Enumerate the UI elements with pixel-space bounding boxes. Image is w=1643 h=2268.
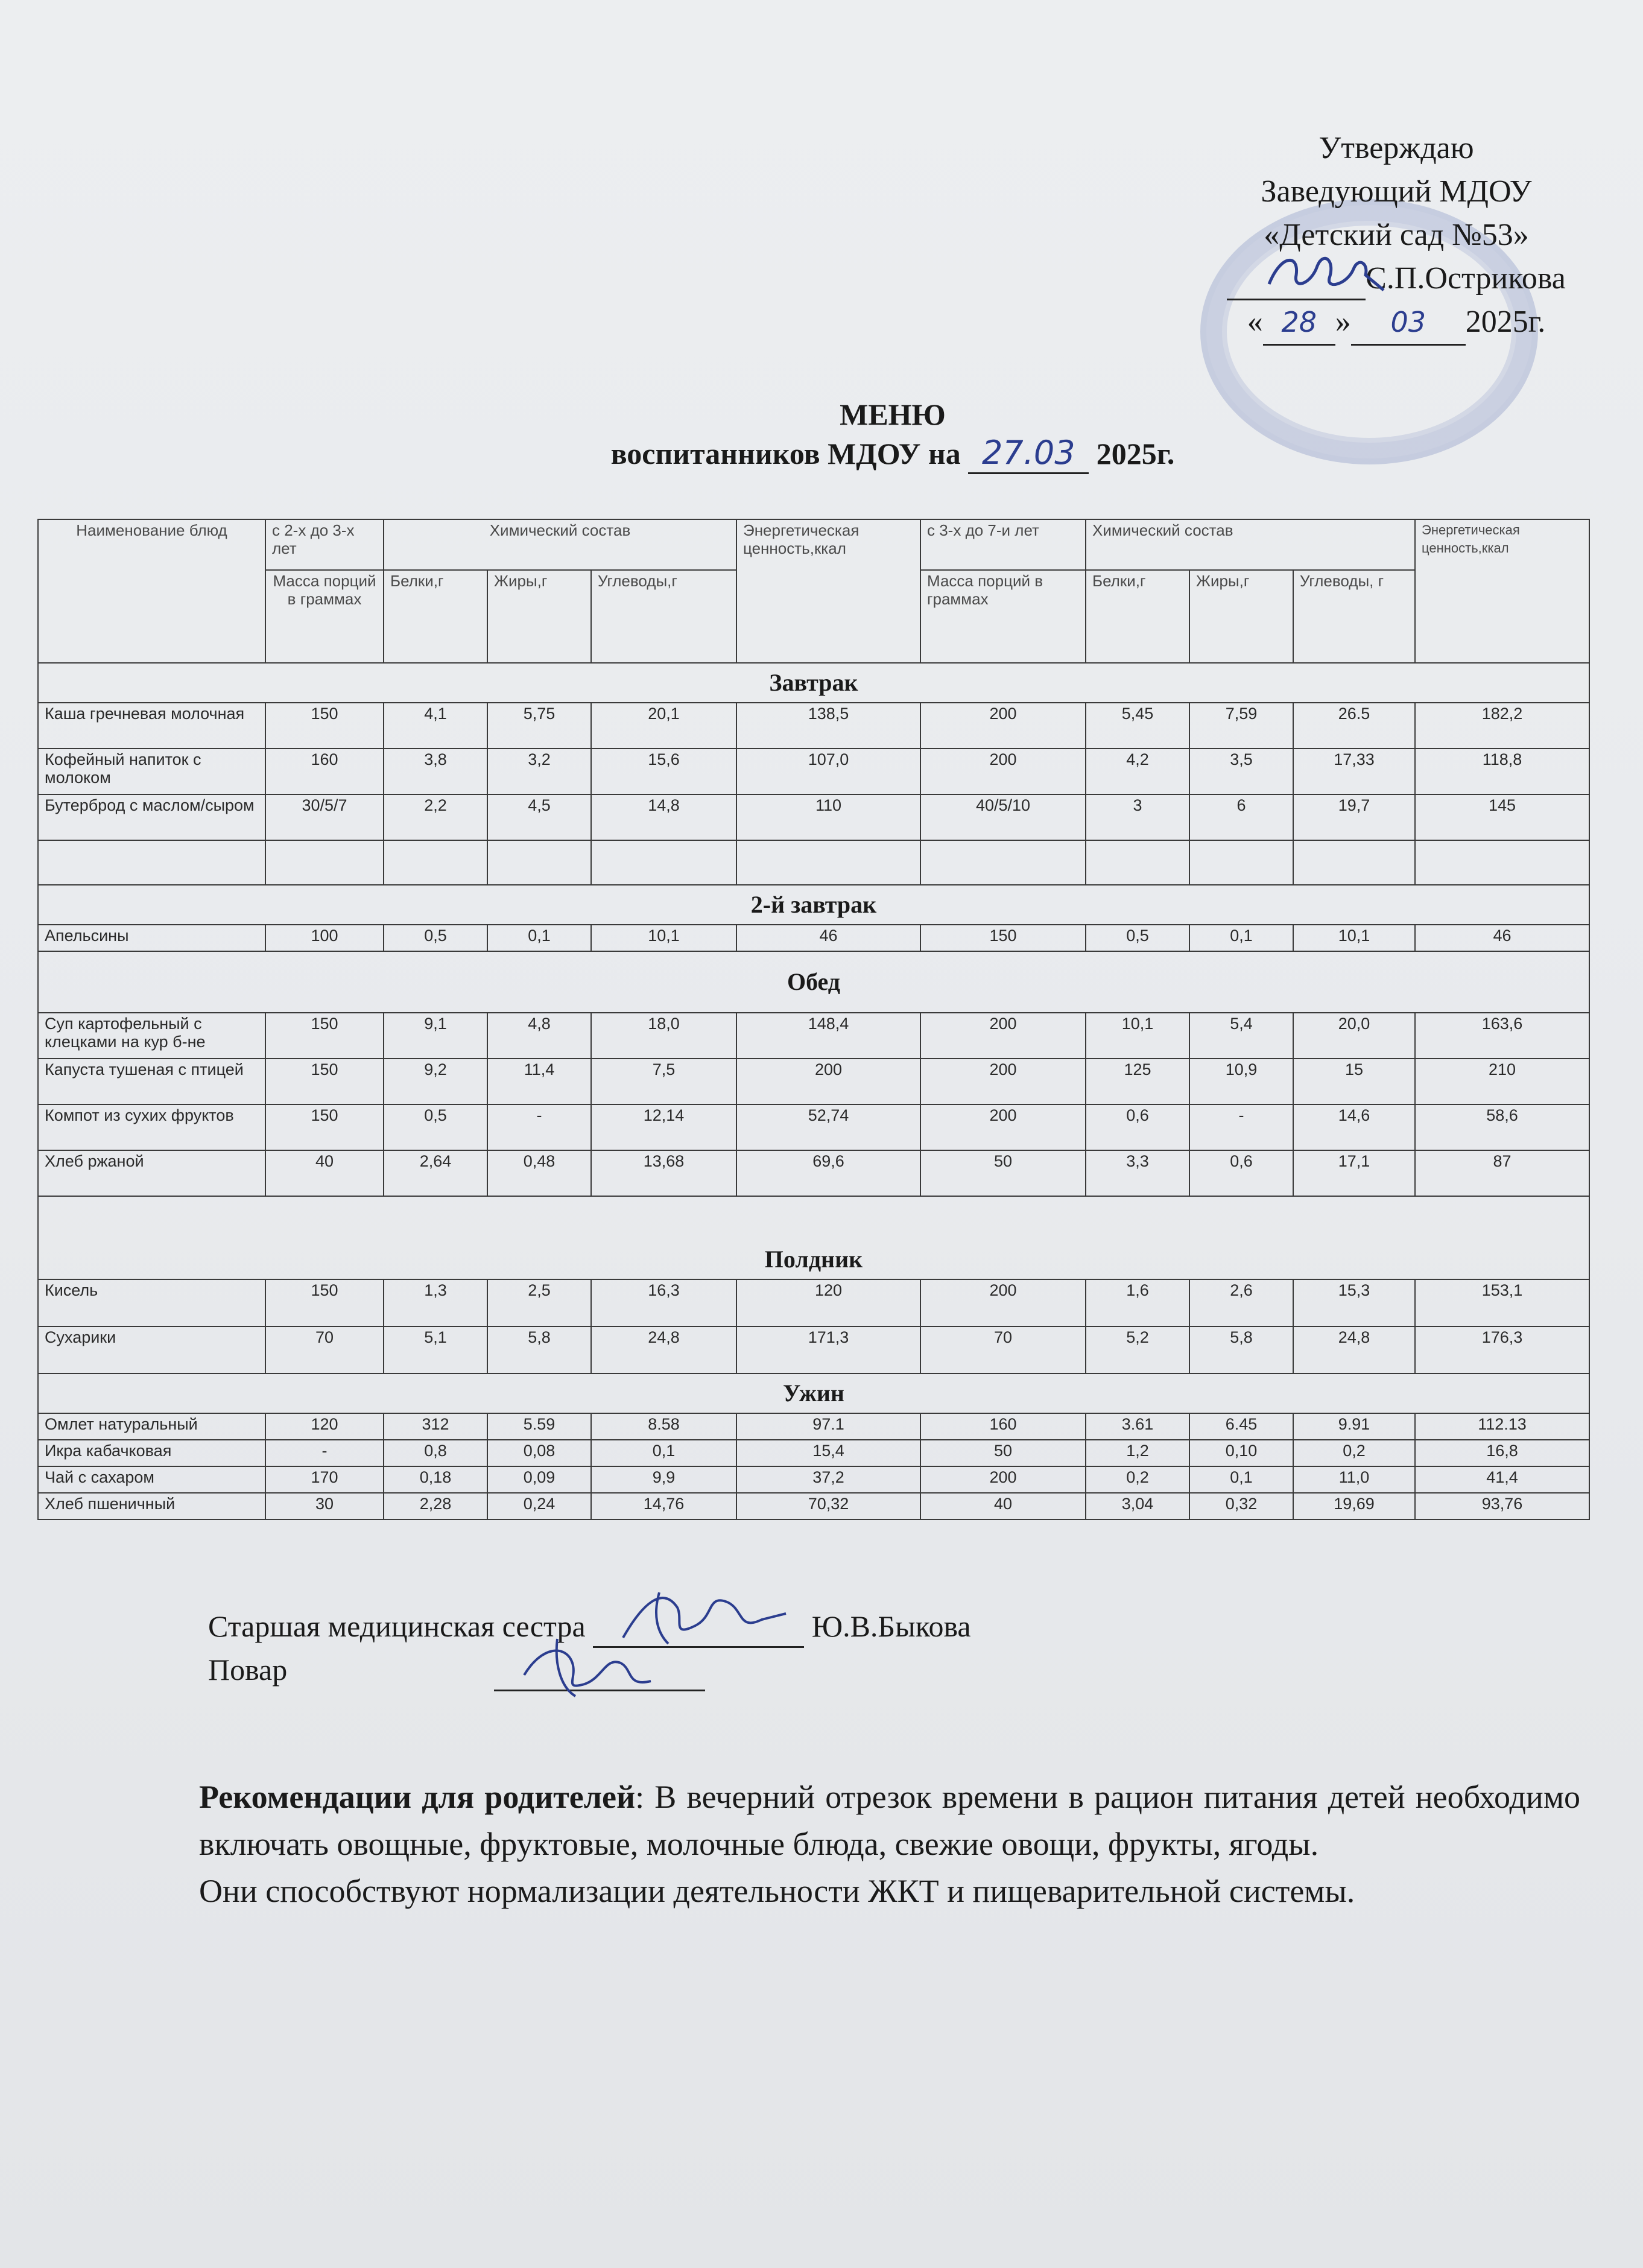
dish-name-cell: Кисель [38, 1279, 265, 1326]
empty-cell [920, 840, 1086, 885]
header-age-2-3: с 2-х до 3-х лет [265, 519, 384, 570]
value-cell: 11,4 [487, 1059, 591, 1104]
value-cell: 4,5 [487, 794, 591, 840]
dish-name-cell: Хлеб пшеничный [38, 1493, 265, 1519]
value-cell: 0,1 [1189, 1466, 1293, 1493]
approval-signature-mark [1263, 248, 1396, 296]
value-cell: 10,1 [591, 925, 736, 951]
dish-name-cell: Икра кабачковая [38, 1440, 265, 1466]
value-cell: 9,9 [591, 1466, 736, 1493]
approval-position: Заведующий МДОУ [1261, 174, 1532, 209]
table-row [38, 1440, 1589, 1466]
table-row [38, 794, 1589, 840]
value-cell: 97.1 [736, 1413, 920, 1440]
value-cell: 15,6 [591, 749, 736, 794]
value-cell: 200 [920, 1059, 1086, 1104]
value-cell: 4,8 [487, 1013, 591, 1059]
value-cell: 1,6 [1086, 1279, 1189, 1326]
value-cell: 46 [736, 925, 920, 951]
value-cell: 100 [265, 925, 384, 951]
header-carbs-1: Углеводы,г [591, 570, 736, 663]
header-protein-2: Белки,г [1086, 570, 1189, 663]
value-cell: 3.61 [1086, 1413, 1189, 1440]
value-cell: 0,5 [1086, 925, 1189, 951]
value-cell: 40 [265, 1150, 384, 1196]
value-cell: 0,1 [591, 1440, 736, 1466]
menu-table-body [38, 663, 1589, 1519]
value-cell: 5,45 [1086, 703, 1189, 749]
header-mass-1: Масса порций в граммах [265, 570, 384, 663]
value-cell: 2,6 [1189, 1279, 1293, 1326]
table-row [38, 703, 1589, 749]
value-cell: 2,28 [384, 1493, 487, 1519]
value-cell: 5,4 [1189, 1013, 1293, 1059]
value-cell: - [487, 1104, 591, 1150]
header-dish: Наименование блюд [38, 519, 265, 663]
value-cell: 14,8 [591, 794, 736, 840]
value-cell: 3,2 [487, 749, 591, 794]
value-cell: 1,3 [384, 1279, 487, 1326]
value-cell: 3,04 [1086, 1493, 1189, 1519]
value-cell: 11,0 [1293, 1466, 1415, 1493]
value-cell: 24,8 [1293, 1326, 1415, 1373]
section-title: Полдник [38, 1196, 1589, 1279]
value-cell: 5,8 [487, 1326, 591, 1373]
value-cell: 15,4 [736, 1440, 920, 1466]
value-cell: 160 [265, 749, 384, 794]
empty-cell [591, 840, 736, 885]
value-cell: 312 [384, 1413, 487, 1440]
approval-title: Утверждаю [1319, 131, 1474, 165]
value-cell: 8.58 [591, 1413, 736, 1440]
table-row [38, 1059, 1589, 1104]
header-fat-2: Жиры,г [1189, 570, 1293, 663]
value-cell: 87 [1415, 1150, 1589, 1196]
signatures-block [208, 1604, 1113, 1691]
value-cell: 145 [1415, 794, 1589, 840]
value-cell: 46 [1415, 925, 1589, 951]
value-cell: 0,1 [487, 925, 591, 951]
cook-signature-row [208, 1648, 1113, 1691]
value-cell: 112.13 [1415, 1413, 1589, 1440]
value-cell: 138,5 [736, 703, 920, 749]
dish-name-cell: Суп картофельный с клецками на кур б-не [38, 1013, 265, 1059]
value-cell: 200 [920, 1279, 1086, 1326]
value-cell: 20,0 [1293, 1013, 1415, 1059]
header-age-3-7: с 3-х до 7-и лет [920, 519, 1086, 570]
value-cell: 5.59 [487, 1413, 591, 1440]
value-cell: 3 [1086, 794, 1189, 840]
value-cell: 0,09 [487, 1466, 591, 1493]
value-cell: 16,3 [591, 1279, 736, 1326]
table-row [38, 925, 1589, 951]
date-open-quote: « [1247, 305, 1263, 339]
approval-signer-name: С.П.Острикова [1366, 261, 1566, 296]
menu-title [0, 395, 1643, 474]
value-cell: 150 [920, 925, 1086, 951]
date-close-quote: » [1335, 305, 1351, 339]
value-cell: 9,1 [384, 1013, 487, 1059]
empty-cell [1293, 840, 1415, 885]
approval-day: 28 [1263, 300, 1335, 346]
value-cell: 200 [920, 703, 1086, 749]
approval-month: 03 [1351, 300, 1466, 346]
table-row [38, 749, 1589, 794]
value-cell: 18,0 [591, 1013, 736, 1059]
value-cell: 0,32 [1189, 1493, 1293, 1519]
value-cell: 15 [1293, 1059, 1415, 1104]
value-cell: 16,8 [1415, 1440, 1589, 1466]
value-cell: 50 [920, 1150, 1086, 1196]
dish-name-cell: Компот из сухих фруктов [38, 1104, 265, 1150]
cook-label: Повар [208, 1653, 288, 1687]
nurse-name: Ю.В.Быкова [811, 1609, 971, 1643]
approval-signature-line [1227, 266, 1366, 300]
value-cell: 210 [1415, 1059, 1589, 1104]
value-cell: 2,64 [384, 1150, 487, 1196]
table-row [38, 1326, 1589, 1373]
value-cell: 14,76 [591, 1493, 736, 1519]
approval-signer-row [1200, 257, 1592, 300]
approval-organization: «Детский сад №53» [1264, 218, 1529, 252]
value-cell: 150 [265, 1279, 384, 1326]
value-cell: 0,48 [487, 1150, 591, 1196]
value-cell: 19,7 [1293, 794, 1415, 840]
value-cell: 0,2 [1293, 1440, 1415, 1466]
value-cell: 70 [920, 1326, 1086, 1373]
dish-name-cell: Омлет натуральный [38, 1413, 265, 1440]
header-mass-2: Масса порций в граммах [920, 570, 1086, 663]
section-title: Ужин [38, 1373, 1589, 1413]
approval-block [1200, 127, 1592, 346]
value-cell: 3,3 [1086, 1150, 1189, 1196]
value-cell: 120 [736, 1279, 920, 1326]
cook-signature-line [494, 1657, 705, 1691]
table-row [38, 1413, 1589, 1440]
dish-name-cell: Кофейный напиток с молоком [38, 749, 265, 794]
value-cell: 24,8 [591, 1326, 736, 1373]
header-protein-1: Белки,г [384, 570, 487, 663]
value-cell: 30 [265, 1493, 384, 1519]
value-cell: 0,2 [1086, 1466, 1189, 1493]
dish-name-cell: Капуста тушеная с птицей [38, 1059, 265, 1104]
value-cell: 93,76 [1415, 1493, 1589, 1519]
value-cell: 200 [920, 1466, 1086, 1493]
value-cell: 40 [920, 1493, 1086, 1519]
value-cell: 160 [920, 1413, 1086, 1440]
value-cell: 2,2 [384, 794, 487, 840]
value-cell: 9.91 [1293, 1413, 1415, 1440]
empty-cell [736, 840, 920, 885]
table-row [38, 1104, 1589, 1150]
value-cell: 7,5 [591, 1059, 736, 1104]
value-cell: 19,69 [1293, 1493, 1415, 1519]
value-cell: 5,2 [1086, 1326, 1189, 1373]
section-lunch [38, 951, 1589, 1013]
empty-cell [487, 840, 591, 885]
recommendation-block [199, 1773, 1580, 1915]
value-cell: 5,75 [487, 703, 591, 749]
value-cell: 200 [920, 1104, 1086, 1150]
value-cell: 2,5 [487, 1279, 591, 1326]
section-title: Завтрак [38, 663, 1589, 703]
value-cell: 176,3 [1415, 1326, 1589, 1373]
empty-cell [265, 840, 384, 885]
value-cell: 0,6 [1189, 1150, 1293, 1196]
value-cell: 10,1 [1293, 925, 1415, 951]
menu-title-sub [0, 434, 1643, 474]
value-cell: 9,2 [384, 1059, 487, 1104]
value-cell: 110 [736, 794, 920, 840]
value-cell: 69,6 [736, 1150, 920, 1196]
value-cell: 150 [265, 703, 384, 749]
value-cell: 70,32 [736, 1493, 920, 1519]
value-cell: 10,9 [1189, 1059, 1293, 1104]
value-cell: 41,4 [1415, 1466, 1589, 1493]
dish-name-cell: Бутерброд с маслом/сыром [38, 794, 265, 840]
value-cell: 0,18 [384, 1466, 487, 1493]
value-cell: 163,6 [1415, 1013, 1589, 1059]
value-cell: 125 [1086, 1059, 1189, 1104]
value-cell: 150 [265, 1013, 384, 1059]
value-cell: 182,2 [1415, 703, 1589, 749]
header-chem-composition-1: Химический состав [384, 519, 736, 570]
recommendation-text: : В вечерний отрезок времени в рацион питания детей необходимо включать овощные, фруктовые, молочные блюда, свежие овощи, фрукты, ягоды. [199, 1779, 1580, 1862]
value-cell: 0,1 [1189, 925, 1293, 951]
header-energy-2: Энергетическая ценность,ккал [1415, 519, 1589, 663]
value-cell: 0,6 [1086, 1104, 1189, 1150]
value-cell: - [1189, 1104, 1293, 1150]
value-cell: 4,1 [384, 703, 487, 749]
menu-title-year: 2025г. [1096, 437, 1175, 470]
cook-signature-mark [506, 1633, 687, 1699]
menu-title-main: МЕНЮ [840, 398, 946, 431]
menu-table [37, 519, 1590, 1520]
dish-name-cell: Хлеб ржаной [38, 1150, 265, 1196]
dish-name-cell: Сухарики [38, 1326, 265, 1373]
value-cell: 5,1 [384, 1326, 487, 1373]
value-cell: 148,4 [736, 1013, 920, 1059]
empty-cell [1415, 840, 1589, 885]
header-fat-1: Жиры,г [487, 570, 591, 663]
value-cell: 40/5/10 [920, 794, 1086, 840]
header-chem-composition-2: Химический состав [1086, 519, 1415, 570]
value-cell: 10,1 [1086, 1013, 1189, 1059]
header-carbs-2: Углеводы, г [1293, 570, 1415, 663]
recommendation-heading: Рекомендации для родителей [199, 1779, 636, 1815]
menu-date: 27.03 [968, 434, 1089, 474]
value-cell: 0,8 [384, 1440, 487, 1466]
header-energy-1: Энергетическая ценность,ккал [736, 519, 920, 663]
value-cell: 30/5/7 [265, 794, 384, 840]
empty-cell [38, 840, 265, 885]
value-cell: 200 [920, 749, 1086, 794]
table-row [38, 1279, 1589, 1326]
value-cell: - [265, 1440, 384, 1466]
value-cell: 153,1 [1415, 1279, 1589, 1326]
value-cell: 17,1 [1293, 1150, 1415, 1196]
dish-name-cell: Чай с сахаром [38, 1466, 265, 1493]
section-breakfast [38, 663, 1589, 703]
value-cell: 5,8 [1189, 1326, 1293, 1373]
value-cell: 150 [265, 1104, 384, 1150]
value-cell: 52,74 [736, 1104, 920, 1150]
empty-cell [1189, 840, 1293, 885]
value-cell: 4,2 [1086, 749, 1189, 794]
section-dinner [38, 1373, 1589, 1413]
value-cell: 120 [265, 1413, 384, 1440]
empty-cell [384, 840, 487, 885]
table-row [38, 1013, 1589, 1059]
dish-name-cell: Каша гречневая молочная [38, 703, 265, 749]
value-cell: 107,0 [736, 749, 920, 794]
approval-date [1200, 300, 1592, 346]
value-cell: 50 [920, 1440, 1086, 1466]
nurse-label: Старшая медицинская сестра [208, 1609, 586, 1643]
value-cell: 7,59 [1189, 703, 1293, 749]
value-cell: 1,2 [1086, 1440, 1189, 1466]
section-breakfast-2 [38, 885, 1589, 925]
value-cell: 6.45 [1189, 1413, 1293, 1440]
value-cell: 12,14 [591, 1104, 736, 1150]
value-cell: 0,24 [487, 1493, 591, 1519]
value-cell: 17,33 [1293, 749, 1415, 794]
menu-title-prefix: воспитанников МДОУ на [610, 437, 961, 470]
section-title: Обед [38, 951, 1589, 1013]
value-cell: 170 [265, 1466, 384, 1493]
value-cell: 20,1 [591, 703, 736, 749]
recommendation-paragraph [199, 1773, 1580, 1867]
value-cell: 0,10 [1189, 1440, 1293, 1466]
value-cell: 118,8 [1415, 749, 1589, 794]
recommendation-paragraph-2: Они способствуют нормализации деятельности ЖКТ и пищеварительной системы. [199, 1873, 1355, 1909]
table-header-row-1 [38, 519, 1589, 570]
value-cell: 6 [1189, 794, 1293, 840]
value-cell: 150 [265, 1059, 384, 1104]
value-cell: 0,08 [487, 1440, 591, 1466]
value-cell: 3,5 [1189, 749, 1293, 794]
approval-year: 2025г. [1465, 305, 1546, 339]
value-cell: 13,68 [591, 1150, 736, 1196]
value-cell: 70 [265, 1326, 384, 1373]
value-cell: 3,8 [384, 749, 487, 794]
table-row [38, 1150, 1589, 1196]
value-cell: 0,5 [384, 925, 487, 951]
table-row [38, 1493, 1589, 1519]
table-row [38, 1466, 1589, 1493]
value-cell: 200 [920, 1013, 1086, 1059]
section-snack [38, 1196, 1589, 1279]
empty-table-row [38, 840, 1589, 885]
value-cell: 14,6 [1293, 1104, 1415, 1150]
value-cell: 15,3 [1293, 1279, 1415, 1326]
value-cell: 200 [736, 1059, 920, 1104]
dish-name-cell: Апельсины [38, 925, 265, 951]
empty-cell [1086, 840, 1189, 885]
value-cell: 26.5 [1293, 703, 1415, 749]
section-title: 2-й завтрак [38, 885, 1589, 925]
value-cell: 37,2 [736, 1466, 920, 1493]
value-cell: 171,3 [736, 1326, 920, 1373]
value-cell: 58,6 [1415, 1104, 1589, 1150]
value-cell: 0,5 [384, 1104, 487, 1150]
